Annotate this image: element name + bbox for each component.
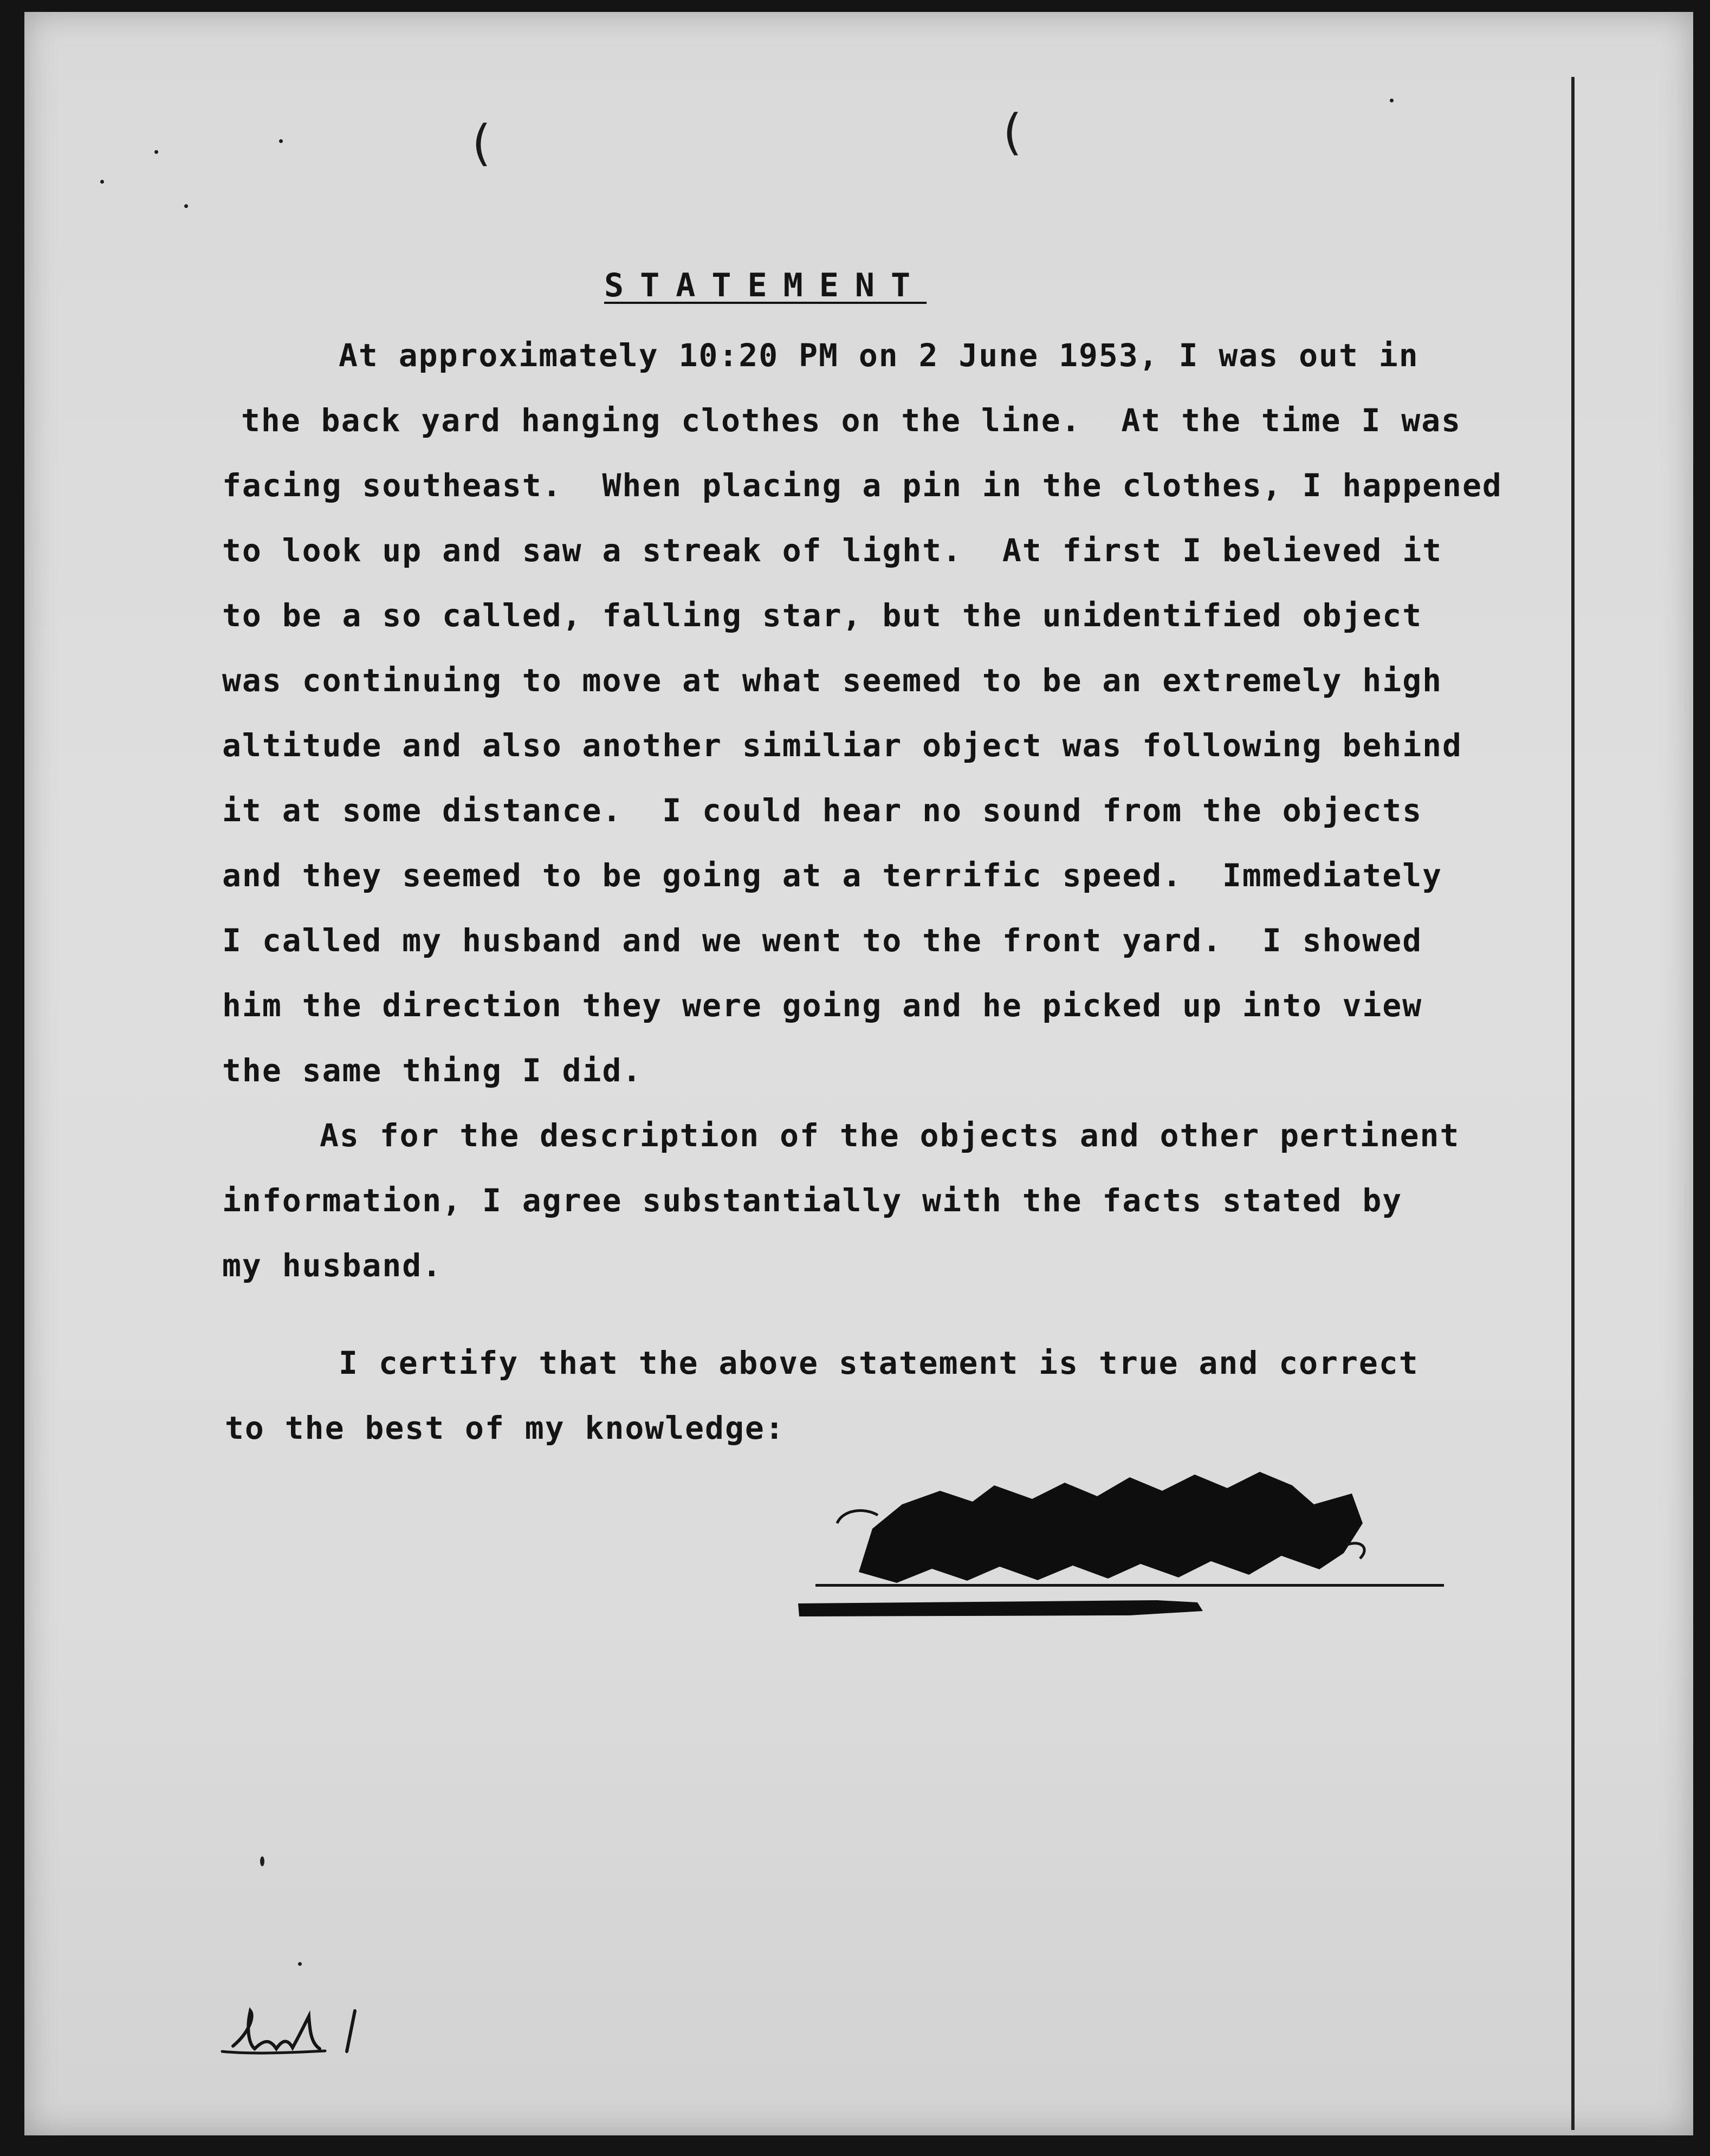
paragraph1-line: it at some distance. I could hear no sound from the objects — [222, 792, 1423, 829]
paragraph1-line: I called my husband and we went to the front yard. I showed — [222, 922, 1423, 959]
punch-mark-right: ( — [997, 104, 1027, 161]
statement-text — [24, 12, 1693, 2135]
paragraph2-line: As for the description of the objects and other pertinent — [320, 1117, 1460, 1154]
paragraph2-line: information, I agree substantially with the facts stated by — [222, 1182, 1403, 1219]
paragraph1-line: altitude and also another similiar object was following behind — [222, 727, 1462, 764]
paragraph1-line: was continuing to move at what seemed to be an extremely high — [222, 662, 1443, 699]
statement-title: STATEMENT — [604, 267, 927, 304]
paragraph1-line: to be a so called, falling star, but the unidentified object — [222, 597, 1423, 634]
handwritten-enclosure-note — [217, 1995, 401, 2073]
paragraph1-line: the back yard hanging clothes on the line. At the time I was — [241, 402, 1462, 439]
paper-sheet — [24, 12, 1693, 2135]
certification-line: I certify that the above statement is true and correct — [339, 1345, 1419, 1381]
paragraph1-line: facing southeast. When placing a pin in the clothes, I happened — [222, 467, 1502, 504]
signature-redaction-marks — [778, 1453, 1455, 1632]
paragraph2-line: my husband. — [222, 1247, 443, 1284]
handwritten-note-graphic — [217, 1995, 401, 2070]
paragraph1-line: the same thing I did. — [222, 1052, 643, 1089]
punch-mark-left: ( — [466, 115, 496, 172]
paragraph1-line: At approximately 10:20 PM on 2 June 1953, I was out in — [339, 337, 1419, 374]
redacted-signature — [778, 1453, 1455, 1632]
certification-line: to the best of my knowledge: — [225, 1410, 785, 1446]
paragraph1-line: him the direction they were going and he picked up into view — [222, 987, 1423, 1024]
paragraph1-line: and they seemed to be going at a terrific speed. Immediately — [222, 857, 1443, 894]
paragraph1-line: to look up and saw a streak of light. At first I believed it — [222, 532, 1443, 569]
